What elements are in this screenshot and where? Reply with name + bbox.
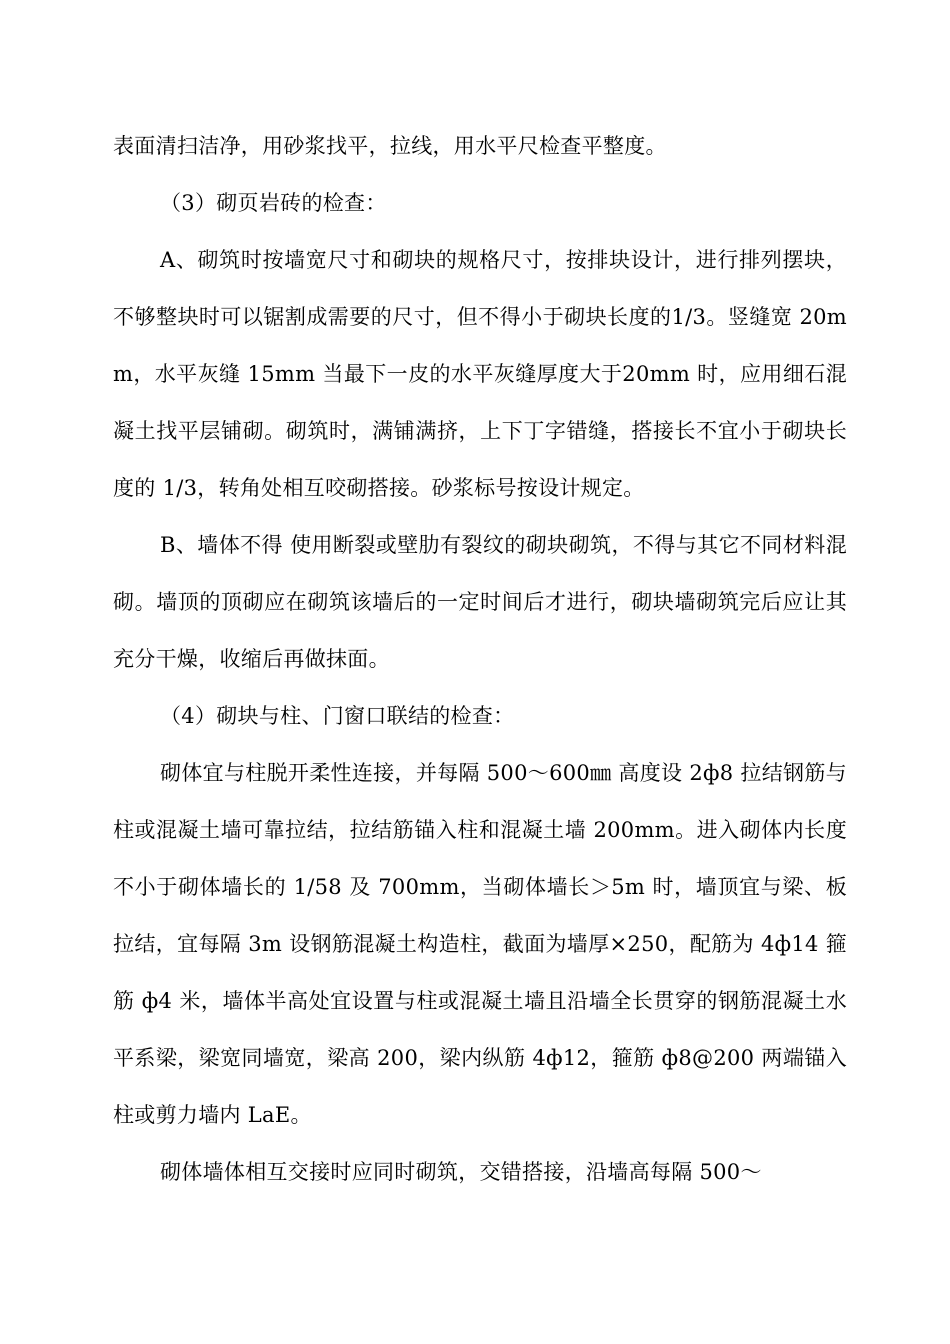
paragraph-surface-cleaning: 表面清扫洁净，用砂浆找平，拉线，用水平尺检查平整度。: [113, 134, 667, 158]
paragraph-item-a: A、砌筑时按墙宽尺寸和砌块的规格尺寸，按排块设计，进行排列摆块，不够整块时可以锯割成需要的尺寸，但不得小于砌块长度的1/3。竖缝宽 20mm，水平灰缝 15mm 当最下一皮的水平灰缝厚度大于20mm 时，应用细石混凝土找平层铺砌。砌筑时，满铺满挤，上下丁字错缝，搭接长不宜小于砌块长度的 1/3，转角处相互咬砌搭接。砂浆标号按设计规定。: [113, 248, 847, 500]
paragraph-flexible-connection: 砌体宜与柱脱开柔性连接，并每隔 500～600㎜ 高度设 2ф8 拉结钢筋与柱或混凝土墙可靠拉结，拉结筋锚入柱和混凝土墙 200mm。进入砌体内长度不小于砌体墙长的 1/58 及 700mm，当砌体墙长＞5m 时，墙顶宜与梁、板拉结，宜每隔 3m 设钢筋混凝土构造柱，截面为墙厚×250，配筋为 4ф14 箍筋 ф4 米，墙体半高处宜设置与柱或混凝土墙且沿墙全长贯穿的钢筋混凝土水平系梁，梁宽同墙宽，梁高 200，梁内纵筋 4ф12，箍筋 ф8@200 两端锚入柱或剪力墙内 LaE。: [113, 761, 847, 1127]
heading-block-column-connection: （4）砌块与柱、门窗口联结的检查：: [160, 704, 515, 728]
paragraph-item-b: B、墙体不得 使用断裂或壁肋有裂纹的砌块砌筑，不得与其它不同材料混砌。墙顶的顶砌应在砌筑该墙后的一定时间后才进行，砌块墙砌筑完后应让其充分干燥，收缩后再做抹面。: [113, 533, 847, 671]
paragraph-wall-intersection: 砌体墙体相互交接时应同时砌筑，交错搭接，沿墙高每隔 500～: [160, 1160, 762, 1184]
document-body: [113, 118, 847, 1201]
heading-shale-brick-inspection: （3）砌页岩砖的检查：: [160, 191, 387, 215]
